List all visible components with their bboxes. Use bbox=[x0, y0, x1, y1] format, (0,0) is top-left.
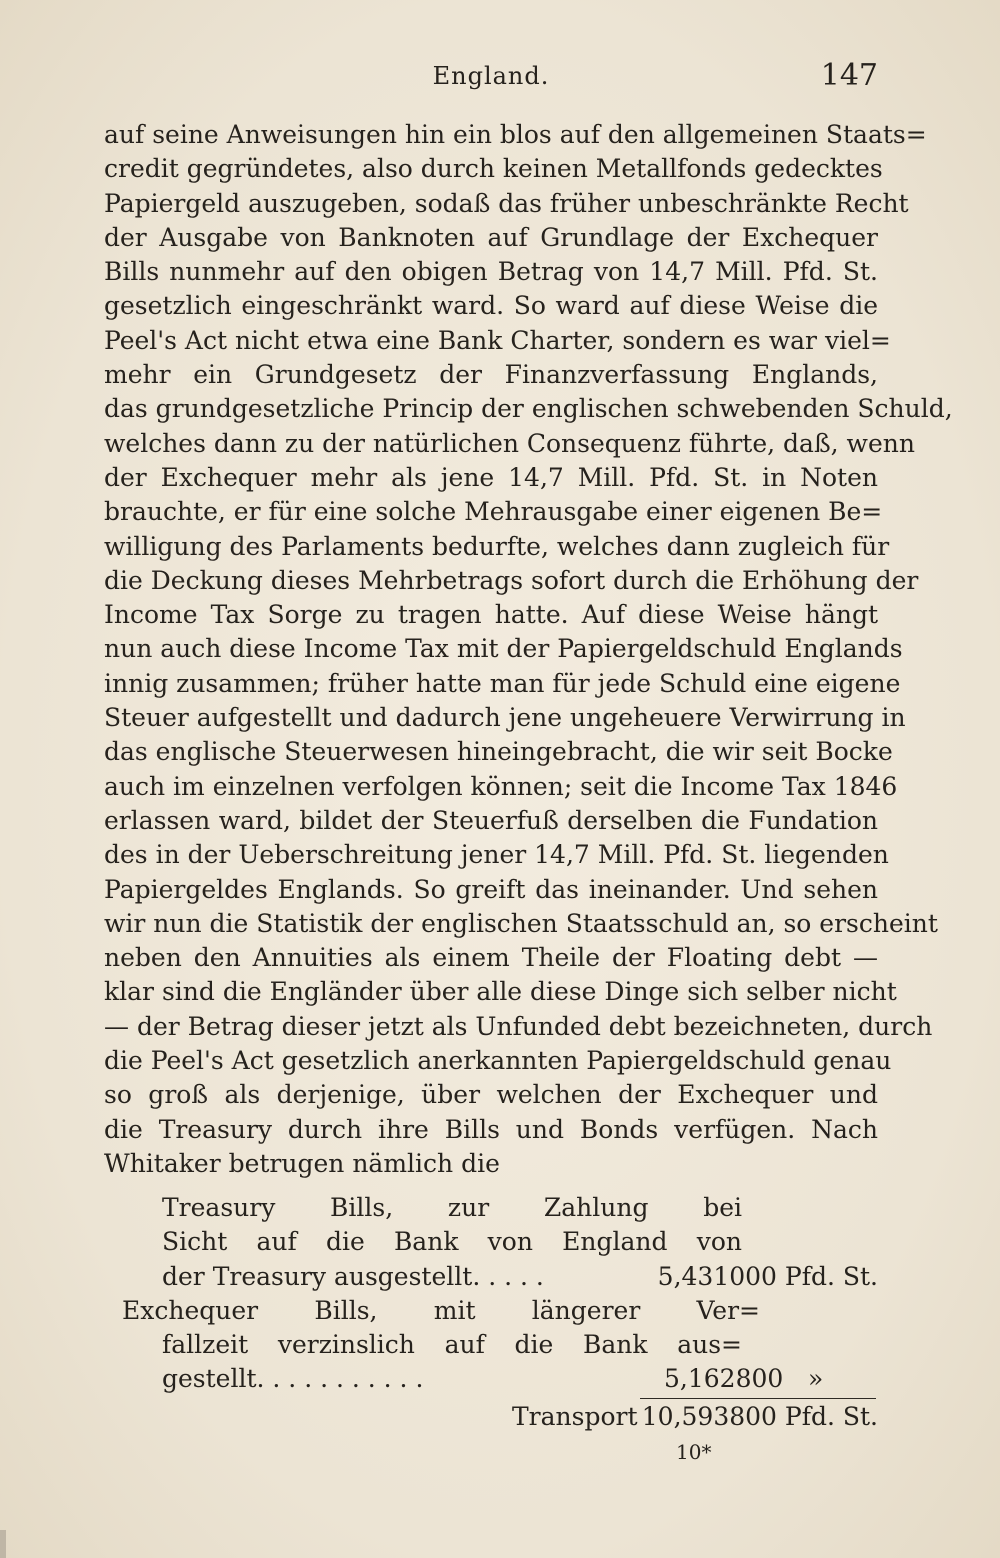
debt-table bbox=[104, 1191, 878, 1397]
signature-mark: 10* bbox=[676, 1440, 712, 1464]
table-item-description: fallzeit verzinslich auf die Bank aus= bbox=[162, 1330, 742, 1360]
text-line: auf seine Anweisungen hin ein blos auf den allgemeinen Staats= bbox=[104, 120, 927, 149]
text-line: auch im einzelnen verfolgen können; seit die Income Tax 1846 bbox=[104, 771, 898, 801]
text-line: erlassen ward, bildet der Steuerfuß derselben die Fundation bbox=[104, 805, 878, 835]
text-line: die Deckung dieses Mehrbetrags sofort durch die Erhöhung der bbox=[104, 565, 919, 595]
text-line: Papiergeldes Englands. So greift das ineinander. Und sehen bbox=[104, 874, 878, 904]
table-item-value: 5,162800 bbox=[664, 1364, 784, 1394]
text-line: Steuer aufgestellt und dadurch jene ungeheuere Verwirrung in bbox=[104, 703, 906, 733]
page-number: 147 bbox=[820, 58, 878, 93]
text-line: willigung des Parlaments bedurfte, welches dann zugleich für bbox=[104, 531, 890, 561]
table-row bbox=[104, 1328, 878, 1362]
table-item-description: Exchequer Bills, mit längerer Ver= bbox=[122, 1295, 760, 1325]
text-line: innig zusammen; früher hatte man für jede Schuld eine eigene bbox=[104, 668, 901, 698]
text-line: des in der Ueberschreitung jener 14,7 Mill. Pfd. St. liegenden bbox=[104, 840, 889, 870]
table-row bbox=[104, 1260, 878, 1294]
text-line: neben den Annuities als einem Theile der Floating debt — bbox=[104, 943, 878, 973]
text-line: gesetzlich eingeschränkt ward. So ward auf diese Weise die bbox=[104, 291, 878, 321]
text-line: Peel's Act nicht etwa eine Bank Charter, sondern es war viel= bbox=[104, 325, 891, 355]
page-edge-shadow bbox=[0, 1530, 6, 1558]
text-line: Whitaker betrugen nämlich die bbox=[104, 1148, 500, 1178]
table-item-description: Sicht auf die Bank von England von bbox=[162, 1227, 742, 1257]
text-line: die Treasury durch ihre Bills und Bonds verfügen. Nach bbox=[104, 1114, 878, 1144]
body-text bbox=[104, 118, 953, 1181]
text-line: der Ausgabe von Banknoten auf Grundlage der Exchequer bbox=[104, 222, 878, 252]
text-line: nun auch diese Income Tax mit der Papiergeldschuld Englands bbox=[104, 634, 903, 664]
text-line: Bills nunmehr auf den obigen Betrag von 14,7 Mill. Pfd. St. bbox=[104, 257, 878, 287]
text-line: — der Betrag dieser jetzt als Unfunded debt bezeichneten, durch bbox=[104, 1011, 933, 1041]
table-item-value: 5,431000 Pfd. St. bbox=[657, 1261, 878, 1291]
table-item-description: der Treasury ausgestellt. . . . . bbox=[162, 1261, 544, 1291]
text-line: wir nun die Statistik der englischen Staatsschuld an, so erscheint bbox=[104, 908, 938, 938]
transport-row bbox=[104, 1400, 878, 1434]
table-row bbox=[64, 1294, 878, 1328]
text-line: credit gegründetes, also durch keinen Metallfonds gedecktes bbox=[104, 154, 883, 184]
table-row bbox=[104, 1225, 878, 1259]
text-line: brauchte, er für eine solche Mehrausgabe einer eigenen Be= bbox=[104, 497, 883, 527]
table-row bbox=[104, 1191, 878, 1225]
transport-value: 10,593800 Pfd. St. bbox=[641, 1402, 878, 1431]
text-line: das grundgesetzliche Princip der englischen schwebenden Schuld, bbox=[104, 394, 953, 424]
table-item-description: Treasury Bills, zur Zahlung bei bbox=[162, 1193, 742, 1222]
text-line: der Exchequer mehr als jene 14,7 Mill. Pfd. St. in Noten bbox=[104, 462, 878, 492]
text-line: Income Tax Sorge zu tragen hatte. Auf diese Weise hängt bbox=[104, 600, 878, 630]
text-line: Papiergeld auszugeben, sodaß das früher unbeschränkte Recht bbox=[104, 188, 909, 218]
text-line: die Peel's Act gesetzlich anerkannten Papiergeldschuld genau bbox=[104, 1046, 892, 1076]
text-line: so groß als derjenige, über welchen der Exchequer und bbox=[104, 1080, 878, 1110]
table-row bbox=[104, 1362, 878, 1396]
text-line: klar sind die Engländer über alle diese Dinge sich selber nicht bbox=[104, 977, 897, 1007]
table-item-description: gestellt. . . . . . . . . . . bbox=[162, 1364, 424, 1394]
text-line: das englische Steuerwesen hineingebracht, die wir seit Bocke bbox=[104, 737, 893, 767]
text-line: mehr ein Grundgesetz der Finanzverfassung Englands, bbox=[104, 360, 878, 390]
sum-rule bbox=[640, 1398, 876, 1399]
transport-label: Transport bbox=[512, 1402, 638, 1431]
table-item-unit: » bbox=[808, 1364, 824, 1394]
page-header bbox=[104, 58, 878, 98]
running-head: England. bbox=[432, 62, 550, 90]
text-line: welches dann zu der natürlichen Consequenz führte, daß, wenn bbox=[104, 428, 915, 458]
